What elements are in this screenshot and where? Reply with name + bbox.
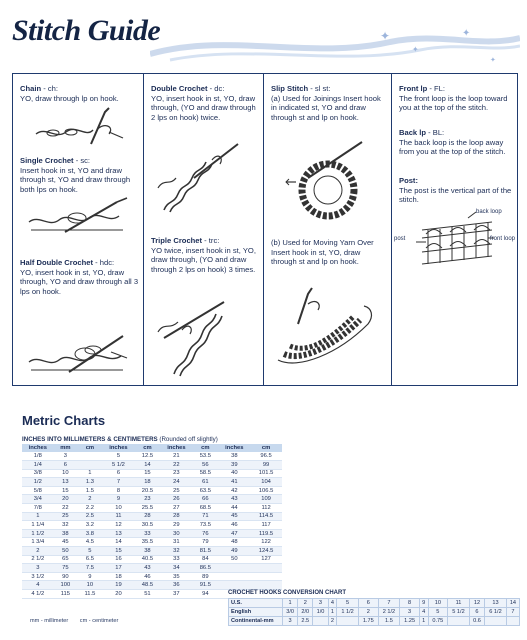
table-cell: 66 xyxy=(192,495,218,504)
table-cell: 5 xyxy=(77,547,103,556)
table-cell: 9 xyxy=(77,572,103,581)
table-cell xyxy=(448,617,470,626)
table-cell: 73.5 xyxy=(192,521,218,530)
table-cell: 2/0 xyxy=(298,608,313,617)
entry-half-double-crochet: Half Double Crochet - hdc: YO, insert hook in st, YO, draw through, YO and draw through all 3 lps on hook. xyxy=(20,258,139,296)
table-cell: 86.5 xyxy=(192,564,218,573)
table-cell: 42 xyxy=(219,486,251,495)
table-cell: 10 xyxy=(77,581,103,590)
stitch-guide-panel xyxy=(12,73,518,386)
table-cell: 15 xyxy=(103,547,135,556)
table-cell: 12 xyxy=(469,599,484,608)
table-cell: 48.5 xyxy=(134,581,160,590)
entry-back-loop: Back lp - BL: The back loop is the loop away from you at the top of the stitch. xyxy=(399,128,506,157)
triple-crochet-illustration xyxy=(154,292,254,380)
table-cell: 2 xyxy=(298,599,313,608)
table-cell: 17 xyxy=(103,564,135,573)
table-row xyxy=(22,564,282,573)
table-row xyxy=(22,512,282,521)
table-cell: 11 xyxy=(103,512,135,521)
table-cell: 7 xyxy=(378,599,400,608)
table-cell: 76 xyxy=(192,529,218,538)
table-cell: 2 1/2 xyxy=(378,608,400,617)
table-cell xyxy=(77,461,103,470)
table-row xyxy=(22,461,282,470)
table-cell: 43 xyxy=(134,564,160,573)
table-cell: 48 xyxy=(219,538,251,547)
table-cell: 14 xyxy=(506,599,519,608)
table-cell: 3 xyxy=(54,452,78,461)
table-cell: 1.5 xyxy=(378,617,400,626)
table-cell: 6 xyxy=(54,461,78,470)
table-cell: 6 1/2 xyxy=(485,608,507,617)
entry-front-loop: Front lp - FL: The front loop is the loop toward you at the top of the stitch. xyxy=(399,84,508,113)
table-cell: 2 xyxy=(22,547,54,556)
table-cell: 6 xyxy=(103,469,135,478)
table-cell: 18 xyxy=(103,572,135,581)
metric-charts-heading: Metric Charts xyxy=(22,413,106,428)
table-cell: 3 1/2 xyxy=(22,572,54,581)
table-cell: 1 1/2 xyxy=(337,608,359,617)
table-cell: 11 xyxy=(448,599,470,608)
column-header: cm xyxy=(192,444,218,452)
svg-text:✦: ✦ xyxy=(490,56,496,64)
table-cell: 84 xyxy=(192,555,218,564)
table-cell: 7 xyxy=(103,478,135,487)
table-cell: 1/8 xyxy=(22,452,54,461)
table-cell: 109 xyxy=(250,495,282,504)
table-cell: 96.5 xyxy=(250,452,282,461)
table-cell: 43 xyxy=(219,495,251,504)
table-cell: 16 xyxy=(103,555,135,564)
table-cell: 30 xyxy=(161,529,193,538)
table-cell xyxy=(337,617,359,626)
column-header: inches xyxy=(103,444,135,452)
column-header: cm xyxy=(134,444,160,452)
table-cell: 8 xyxy=(103,486,135,495)
table-cell: 35 xyxy=(161,572,193,581)
inch-table-footnotes: mm - millimeter cm - centimeter xyxy=(30,618,119,624)
table-cell: 2 xyxy=(358,608,378,617)
table-cell: 32 xyxy=(161,547,193,556)
decorative-swoosh xyxy=(150,22,520,72)
table-cell: 40.5 xyxy=(134,555,160,564)
table-cell: 13 xyxy=(54,478,78,487)
table-cell: 8 xyxy=(400,599,420,608)
svg-text:✦: ✦ xyxy=(412,45,419,54)
table-cell: 2.5 xyxy=(298,617,313,626)
table-cell xyxy=(506,617,519,626)
table-cell: 13 xyxy=(103,529,135,538)
table-cell: 1 1/2 xyxy=(22,529,54,538)
table-cell: 6 xyxy=(358,599,378,608)
table-cell: 1/0 xyxy=(313,608,328,617)
table-cell: 33 xyxy=(134,529,160,538)
inches-conversion-table xyxy=(22,444,282,599)
inch-table-title: INCHES INTO MILLIMETERS & CENTIMETERS (Rounded off slightly) xyxy=(22,436,218,443)
table-cell: 28 xyxy=(161,512,193,521)
table-cell: 3 xyxy=(283,617,298,626)
hooks-chart-title: CROCHET HOOKS CONVERSION CHART xyxy=(228,590,347,596)
table-cell: 44 xyxy=(219,504,251,513)
table-cell: 38 xyxy=(54,529,78,538)
table-cell: 15 xyxy=(134,469,160,478)
table-cell: 49 xyxy=(219,547,251,556)
table-cell xyxy=(219,572,251,581)
chain-illustration xyxy=(31,104,131,149)
table-cell: 0.6 xyxy=(469,617,484,626)
table-cell: 81.5 xyxy=(192,547,218,556)
table-cell: 1.75 xyxy=(358,617,378,626)
table-cell xyxy=(219,581,251,590)
table-cell: 20 xyxy=(103,590,135,599)
column-header: mm xyxy=(54,444,78,452)
table-cell: 0.75 xyxy=(428,617,448,626)
table-cell: 53.5 xyxy=(192,452,218,461)
table-cell: 45 xyxy=(54,538,78,547)
column-basic-stitches xyxy=(13,74,143,385)
table-cell: 3.2 xyxy=(77,521,103,530)
table-cell: 104 xyxy=(250,478,282,487)
table-cell: 1 3/4 xyxy=(22,538,54,547)
entry-post: Post: The post is the vertical part of the stitch. xyxy=(399,176,512,205)
table-cell: 7.5 xyxy=(77,564,103,573)
table-cell: 20 xyxy=(54,495,78,504)
table-cell: 39 xyxy=(219,461,251,470)
table-cell: 32 xyxy=(54,521,78,530)
slip-stitch-moving-illustration xyxy=(268,284,388,374)
table-row xyxy=(22,452,282,461)
table-cell: 112 xyxy=(250,504,282,513)
table-cell: 23 xyxy=(161,469,193,478)
table-cell: 14 xyxy=(103,538,135,547)
table-cell: 9 xyxy=(419,599,428,608)
column-slip-stitch xyxy=(263,74,391,385)
table-cell: 58.5 xyxy=(192,469,218,478)
table-cell: 13 xyxy=(485,599,507,608)
table-cell: 25 xyxy=(54,512,78,521)
table-cell: 127 xyxy=(250,555,282,564)
table-cell: 115 xyxy=(54,590,78,599)
table-cell: 22 xyxy=(161,461,193,470)
table-cell: 3 xyxy=(400,608,420,617)
table-row xyxy=(22,555,282,564)
table-cell: 40 xyxy=(219,469,251,478)
table-cell: 35.5 xyxy=(134,538,160,547)
table-cell: 45 xyxy=(219,512,251,521)
table-cell: 1 xyxy=(77,469,103,478)
table-cell xyxy=(250,564,282,573)
table-cell: 124.5 xyxy=(250,547,282,556)
table-cell: 38 xyxy=(134,547,160,556)
table-cell: 3/4 xyxy=(22,495,54,504)
table-cell xyxy=(313,617,328,626)
table-cell: 122 xyxy=(250,538,282,547)
table-cell: 14 xyxy=(134,461,160,470)
table-cell: 1 1/4 xyxy=(22,521,54,530)
table-cell: 6 xyxy=(469,608,484,617)
table-cell: 68.5 xyxy=(192,504,218,513)
table-cell: 37 xyxy=(161,590,193,599)
table-cell: 79 xyxy=(192,538,218,547)
table-cell: 3 xyxy=(313,599,328,608)
column-header: cm xyxy=(77,444,103,452)
table-row xyxy=(22,547,282,556)
slip-stitch-joining-illustration xyxy=(278,138,378,228)
table-cell: 3 xyxy=(22,564,54,573)
table-cell: 2.5 xyxy=(77,512,103,521)
table-cell: 4 xyxy=(419,608,428,617)
svg-text:✦: ✦ xyxy=(462,28,471,39)
table-row xyxy=(22,529,282,538)
column-header: inches xyxy=(22,444,54,452)
table-cell: 5 xyxy=(337,599,359,608)
table-cell: 4.5 xyxy=(77,538,103,547)
table-cell: 75 xyxy=(54,564,78,573)
table-cell: 119.5 xyxy=(250,529,282,538)
label-back-loop: back loop xyxy=(476,209,502,215)
table-cell: 25 xyxy=(161,486,193,495)
table-cell: 114.5 xyxy=(250,512,282,521)
table-cell: 7/8 xyxy=(22,504,54,513)
table-cell: 2 xyxy=(328,617,337,626)
table-header-row xyxy=(22,444,282,452)
entry-double-crochet: Double Crochet - dc: YO, insert hook in st, YO, draw through, (YO and draw through 2 lps on hook) twice. xyxy=(151,84,256,122)
table-cell: 5 xyxy=(428,608,448,617)
table-cell: 21 xyxy=(161,452,193,461)
table-row xyxy=(22,538,282,547)
table-cell: 10 xyxy=(54,469,78,478)
table-cell: 46 xyxy=(134,572,160,581)
single-crochet-illustration xyxy=(27,196,137,238)
column-tall-stitches xyxy=(143,74,263,385)
column-header: inches xyxy=(161,444,193,452)
table-cell: 29 xyxy=(161,521,193,530)
table-cell: 2 xyxy=(77,495,103,504)
table-cell: 10 xyxy=(428,599,448,608)
table-cell: 2 1/2 xyxy=(22,555,54,564)
table-row xyxy=(22,469,282,478)
table-cell: 31 xyxy=(161,538,193,547)
table-cell: 56 xyxy=(192,461,218,470)
table-cell: 2.2 xyxy=(77,504,103,513)
table-cell: 12.5 xyxy=(134,452,160,461)
table-cell: 25.5 xyxy=(134,504,160,513)
entry-slip-stitch-moving-yarn: (b) Used for Moving Yarn Over Insert hook in st, YO, draw through st and lp on hook. xyxy=(271,238,374,267)
table-cell xyxy=(250,572,282,581)
table-cell: 51 xyxy=(134,590,160,599)
table-cell: 91.5 xyxy=(192,581,218,590)
table-cell: 4 1/2 xyxy=(22,590,54,599)
table-cell: 7 xyxy=(506,608,519,617)
table-cell: 5 1/2 xyxy=(103,461,135,470)
hooks-row-us: U.S. 1 2 3 4 5 6 7 8 9 10 11 12 13 14 xyxy=(229,599,520,608)
hooks-row-continental: Continental-mm 3 2.5 2 1.75 1.5 1.25 1 0.75 0.6 xyxy=(229,617,520,626)
table-cell: 47 xyxy=(219,529,251,538)
table-cell: 38 xyxy=(219,452,251,461)
entry-slip-stitch: Slip Stitch - sl st: (a) Used for Joinings Insert hook in indicated st, YO and draw through st and lp on hook. xyxy=(271,84,381,122)
table-row xyxy=(22,521,282,530)
hooks-conversion-table xyxy=(228,598,520,626)
label-front-loop: front loop xyxy=(490,236,516,242)
table-cell: 15 xyxy=(54,486,78,495)
table-cell: 30.5 xyxy=(134,521,160,530)
table-cell: 28 xyxy=(134,512,160,521)
half-double-crochet-illustration xyxy=(27,328,137,378)
table-cell: 99 xyxy=(250,461,282,470)
table-cell xyxy=(485,617,507,626)
table-cell: 26 xyxy=(161,495,193,504)
table-cell: 34 xyxy=(161,564,193,573)
table-cell: 41 xyxy=(219,478,251,487)
table-cell: 5/8 xyxy=(22,486,54,495)
table-cell: 46 xyxy=(219,521,251,530)
table-cell: 1 xyxy=(283,599,298,608)
table-cell: 94 xyxy=(192,590,218,599)
table-cell: 12 xyxy=(103,521,135,530)
double-crochet-illustration xyxy=(154,138,254,218)
table-cell: 20.5 xyxy=(134,486,160,495)
table-cell: 4 xyxy=(328,599,337,608)
table-cell: 1 xyxy=(328,608,337,617)
table-cell: 1.25 xyxy=(400,617,420,626)
table-cell xyxy=(77,452,103,461)
table-row xyxy=(22,495,282,504)
table-cell: 36 xyxy=(161,581,193,590)
svg-text:✦: ✦ xyxy=(380,29,391,43)
table-cell: 100 xyxy=(54,581,78,590)
table-cell: 1 xyxy=(419,617,428,626)
table-cell: 24 xyxy=(161,478,193,487)
table-cell: 89 xyxy=(192,572,218,581)
table-cell: 27 xyxy=(161,504,193,513)
table-cell: 19 xyxy=(103,581,135,590)
table-row xyxy=(22,504,282,513)
table-cell: 90 xyxy=(54,572,78,581)
table-cell: 1/2 xyxy=(22,478,54,487)
column-header: cm xyxy=(250,444,282,452)
table-cell xyxy=(219,564,251,573)
table-cell: 18 xyxy=(134,478,160,487)
table-cell: 71 xyxy=(192,512,218,521)
label-post: post xyxy=(394,236,406,242)
hooks-row-english: English 3/0 2/0 1/0 1 1 1/2 2 2 1/2 3 4 5 5 1/2 6 6 1/2 7 xyxy=(229,608,520,617)
table-cell: 63.5 xyxy=(192,486,218,495)
table-row xyxy=(22,572,282,581)
table-cell: 101.5 xyxy=(250,469,282,478)
table-cell: 61 xyxy=(192,478,218,487)
table-cell: 65 xyxy=(54,555,78,564)
entry-single-crochet: Single Crochet - sc: Insert hook in st, YO and draw through st, YO and draw through both lps on hook. xyxy=(20,156,131,194)
table-cell: 50 xyxy=(219,555,251,564)
table-cell: 3.8 xyxy=(77,529,103,538)
table-cell: 11.5 xyxy=(77,590,103,599)
table-cell: 4 xyxy=(22,581,54,590)
table-cell: 50 xyxy=(54,547,78,556)
table-cell: 1/4 xyxy=(22,461,54,470)
table-cell: 10 xyxy=(103,504,135,513)
table-row xyxy=(22,581,282,590)
table-cell: 117 xyxy=(250,521,282,530)
page-title: Stitch Guide xyxy=(12,14,161,47)
table-cell: 1 xyxy=(22,512,54,521)
table-cell: 22 xyxy=(54,504,78,513)
table-cell: 1.3 xyxy=(77,478,103,487)
table-row xyxy=(22,478,282,487)
entry-triple-crochet: Triple Crochet - trc: YO twice, insert hook in st, YO, draw through, (YO and draw through 2 lps on hook) 3 times. xyxy=(151,236,256,274)
table-cell: 9 xyxy=(103,495,135,504)
table-cell: 1.5 xyxy=(77,486,103,495)
table-cell: 106.5 xyxy=(250,486,282,495)
table-cell: 33 xyxy=(161,555,193,564)
table-cell xyxy=(250,581,282,590)
entry-chain: Chain - ch: YO, draw through lp on hook. xyxy=(20,84,119,103)
table-cell: 5 xyxy=(103,452,135,461)
table-cell: 3/8 xyxy=(22,469,54,478)
table-cell: 23 xyxy=(134,495,160,504)
column-loops-post xyxy=(391,74,517,385)
table-cell: 3/0 xyxy=(283,608,298,617)
table-cell: 6.5 xyxy=(77,555,103,564)
table-row xyxy=(22,486,282,495)
table-cell: 5 1/2 xyxy=(448,608,470,617)
column-header: inches xyxy=(219,444,251,452)
